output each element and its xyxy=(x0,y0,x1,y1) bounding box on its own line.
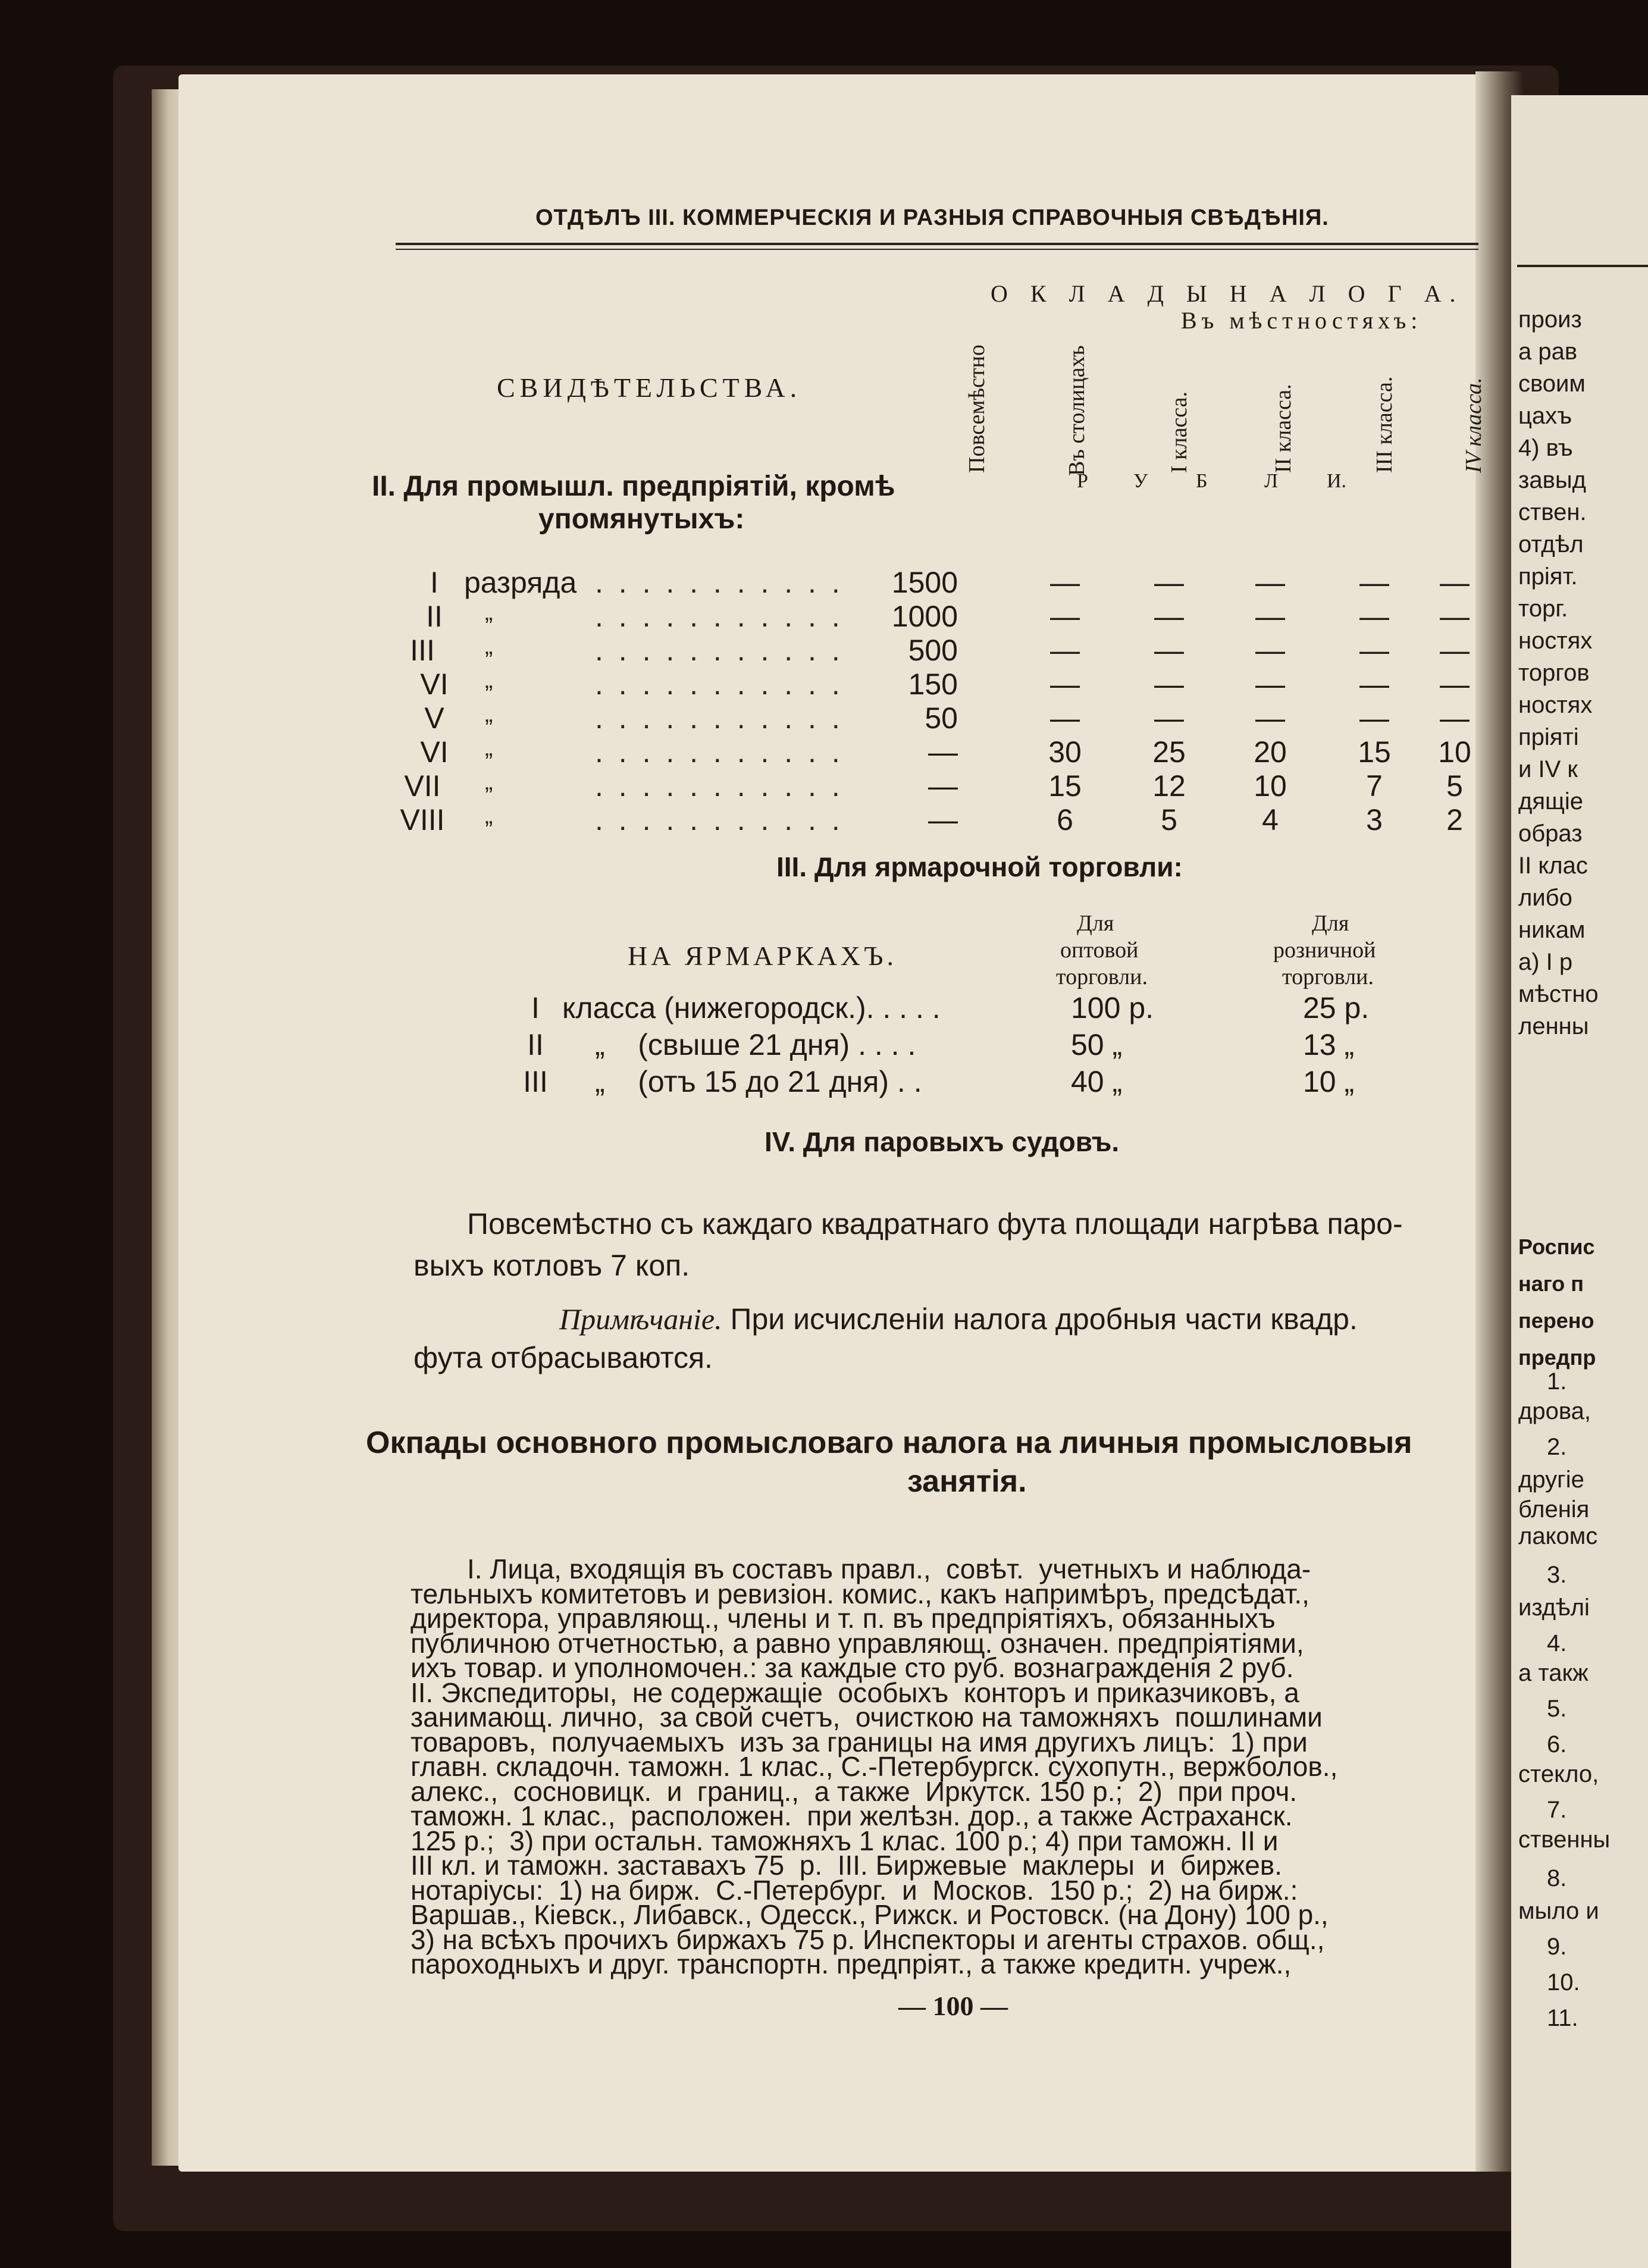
right-page-line: ленны xyxy=(1518,1013,1589,1039)
table-cell: 12 xyxy=(1152,769,1186,803)
paragraph-line: пароходныхъ и друг. транспортн. предпріят., а также кредитн. учреж., xyxy=(411,1949,1292,1979)
table-cell: — xyxy=(1255,668,1285,701)
unit-letter-i: И. xyxy=(1327,470,1347,492)
paragraph-line: публичною отчетностью, а равно управляющ. означен. предпріятіями, xyxy=(411,1627,1304,1659)
table-cell: — xyxy=(1255,566,1285,599)
right-page-list-line: а такж xyxy=(1518,1660,1589,1686)
table-cell: 10 xyxy=(1438,735,1471,769)
leader-dots: . . . . . . . . . . . xyxy=(595,566,844,599)
right-page-line: завыд xyxy=(1518,467,1586,493)
table-cell: 7 xyxy=(1366,769,1383,803)
leader-dots: . . . . . . . . . . . xyxy=(595,769,844,803)
retail-h1: Для xyxy=(1312,911,1349,936)
note-label: Примѣчаніе. xyxy=(559,1302,722,1336)
right-page-list-line: бленія xyxy=(1518,1496,1590,1523)
right-page-list-line: 5. xyxy=(1547,1696,1567,1722)
paragraph-line: I. Лица, входящія въ составъ правл., совѣт. учетныхъ и наблюда- xyxy=(467,1553,1311,1584)
wholesale-h1: Для xyxy=(1077,911,1114,936)
row-word: „ xyxy=(485,735,493,761)
leader-dots: . . . . . . . . . . . xyxy=(595,668,844,701)
table-cell: — xyxy=(1359,668,1389,701)
fair-row-numeral: II xyxy=(527,1028,544,1061)
right-page-list-line: 6. xyxy=(1547,1731,1567,1758)
table-cell: — xyxy=(1255,634,1285,667)
table-cell: — xyxy=(928,769,958,803)
right-header-rule xyxy=(1517,265,1648,267)
leader-dots: . . . . . . . . . . . xyxy=(595,600,844,633)
table-cell: 500 xyxy=(908,634,958,667)
right-page-line: произ xyxy=(1518,306,1582,333)
right-page-list-line: 10. xyxy=(1547,1969,1580,1996)
table-cell: — xyxy=(1359,566,1389,599)
table-cell: 10 xyxy=(1254,769,1287,803)
col-header-class4-text: IV класса. xyxy=(1461,377,1486,473)
header-rule-bottom xyxy=(396,249,1478,250)
leader-dots: . . . . . . . . . . . xyxy=(595,803,844,837)
col-header-class3: III класса. xyxy=(1372,376,1397,473)
fair-row-numeral: I xyxy=(531,991,540,1025)
table-cell: — xyxy=(1050,668,1080,701)
industrial-subtitle-2: упомянутыхъ: xyxy=(538,503,745,535)
right-page-list-line: 2. xyxy=(1547,1434,1567,1460)
table-cell: 150 xyxy=(908,668,958,701)
table-cell: — xyxy=(1050,701,1080,735)
personal-tax-title-1: Окпады основного промысловаго налога на личныя промысловыя xyxy=(366,1426,1412,1460)
row-word: „ xyxy=(485,769,493,795)
wholesale-h3: торговли. xyxy=(1056,964,1148,989)
okladi-heading: О К Л А Д Ы Н А Л О Г А. xyxy=(991,280,1464,307)
note-line1 xyxy=(559,1300,1358,1338)
fairs-label: НА ЯРМАРКАХЪ. xyxy=(628,941,898,971)
table-cell: 1500 xyxy=(891,566,958,599)
table-cell: — xyxy=(1050,566,1080,599)
right-page-line: ностях xyxy=(1518,692,1593,718)
leader-dots: . . . . . . . . . . . xyxy=(595,701,844,735)
table-cell: 1000 xyxy=(891,600,958,633)
table-cell: — xyxy=(928,735,958,769)
right-page-line: ствен. xyxy=(1518,499,1587,525)
right-page-line: ностях xyxy=(1518,628,1593,654)
table-cell: — xyxy=(1440,600,1470,633)
table-cell: 20 xyxy=(1254,735,1287,769)
fair-row-text: „ (отъ 15 до 21 дня) . . xyxy=(595,1065,922,1098)
right-page-line: и IV к xyxy=(1518,756,1578,782)
table-cell: 4 xyxy=(1262,803,1279,837)
right-page-list-line: 8. xyxy=(1547,1865,1567,1891)
leader-dots: . . . . . . . . . . . xyxy=(595,634,844,667)
fair-row-numeral: III xyxy=(523,1065,548,1098)
table-cell: 25 xyxy=(1152,735,1186,769)
running-header: ОТДѢЛЪ III. КОММЕРЧЕСКІЯ И РАЗНЫЯ СПРАВОЧНЫЯ СВѢДѢНІЯ. xyxy=(535,205,1329,230)
table-cell: 3 xyxy=(1366,803,1383,837)
row-word: разряда xyxy=(464,566,577,599)
fair-wholesale-value: 40 „ xyxy=(1071,1065,1123,1098)
right-page-line: а) I р xyxy=(1518,949,1573,975)
paragraph-line: ихъ товар. и уполномочен.: за каждые сто руб. вознагражденія 2 руб. xyxy=(411,1652,1294,1683)
paragraph-line: III кл. и таможн. заставахъ 75 р. III. Биржевые маклеры и биржев. xyxy=(411,1850,1282,1881)
unit-letter-b: Б xyxy=(1196,470,1208,492)
fair-retail-value: 25 р. xyxy=(1303,991,1370,1025)
right-page-line: мѣстно xyxy=(1518,981,1599,1007)
paragraph-line: товаровъ, получаемыхъ изъ за границы на имя другихъ лицъ: 1) при xyxy=(411,1726,1308,1758)
col-header-everywhere: Повсемѣстно xyxy=(964,344,989,473)
fair-wholesale-value: 50 „ xyxy=(1071,1028,1123,1061)
table-cell: — xyxy=(1154,634,1184,667)
col-header-class1: I класса. xyxy=(1167,391,1192,473)
right-page-line: никам xyxy=(1518,917,1586,943)
table-cell: 6 xyxy=(1057,803,1073,837)
right-page-line: а рав xyxy=(1518,339,1578,365)
right-page-line: своим xyxy=(1518,371,1586,397)
paragraph-line: директора, управляющ., члены и т. п. въ предпріятіяхъ, обязанныхъ xyxy=(411,1603,1276,1634)
right-page-list-line: 11. xyxy=(1547,2005,1578,2031)
col-header-class4 xyxy=(1461,345,1487,473)
table-cell: — xyxy=(1440,566,1470,599)
steamships-title: IV. Для паровыхъ судовъ. xyxy=(765,1126,1120,1157)
personal-tax-title-2: занятія. xyxy=(907,1464,1027,1499)
col-header-capitals: Въ столицахъ xyxy=(1064,345,1089,476)
steamships-line1: Повсемѣстно съ каждаго квадратнаго фута площади нагрѣва паро- xyxy=(467,1207,1403,1240)
unit-letter-u: У xyxy=(1133,470,1148,492)
right-page-line: торгов xyxy=(1518,660,1590,686)
table-cell: — xyxy=(1255,701,1285,735)
right-page-line: пріят. xyxy=(1518,563,1578,590)
right-page-list-line: стекло, xyxy=(1518,1761,1599,1787)
certificates-title: СВИДѢТЕЛЬСТВА. xyxy=(497,372,802,403)
table-cell: 30 xyxy=(1048,735,1082,769)
right-page-line: либо xyxy=(1518,885,1572,911)
fair-retail-value: 13 „ xyxy=(1303,1028,1355,1061)
col-header-class2: II класса. xyxy=(1271,384,1296,473)
fair-trade-title: III. Для ярмарочной торговли: xyxy=(776,851,1183,882)
table-cell: — xyxy=(1359,600,1389,633)
table-cell: 5 xyxy=(1446,769,1463,803)
unit-letter-r: Р xyxy=(1077,470,1088,492)
paragraph-line: тельныхъ комитетовъ и ревизіон. комис., какъ напримѣръ, предсѣдат., xyxy=(411,1578,1309,1609)
right-page-list-line: лакомс xyxy=(1518,1523,1598,1549)
paragraph-line: 3) на всѣхъ прочихъ биржахъ 75 р. Инспекторы и агенты страхов. общ., xyxy=(411,1924,1325,1955)
paragraph-line: Варшав., Кіевск., Либавск., Одесск., Рижск. и Ростовск. (на Дону) 100 р., xyxy=(411,1899,1329,1930)
row-numeral: V xyxy=(424,701,444,735)
right-page-list-line: 4. xyxy=(1547,1630,1567,1656)
paragraph-line: главн. складочн. таможн. 1 клас., С.-Петербургск. сухопутн., вержболов., xyxy=(411,1751,1338,1782)
row-numeral: VII xyxy=(404,769,441,803)
row-word: „ xyxy=(485,701,493,727)
paragraph-line: алекс., сосновицк. и границ., а также Иркутск. 150 р.; 2) при проч. xyxy=(411,1775,1298,1807)
right-page-list-line: 7. xyxy=(1547,1797,1567,1823)
fair-row-text: „ (свыше 21 дня) . . . . xyxy=(595,1028,916,1061)
right-page-bold-line: перено xyxy=(1518,1308,1594,1333)
right-page-list-line: другіе xyxy=(1518,1467,1584,1493)
table-cell: — xyxy=(928,803,958,837)
paragraph-line: II. Экспедиторы, не содержащіе особыхъ конторъ и приказчиковъ, а xyxy=(411,1677,1299,1708)
row-numeral: VI xyxy=(420,735,449,769)
table-cell: — xyxy=(1154,600,1184,633)
row-word: „ xyxy=(485,599,493,625)
paragraph-line: таможн. 1 клас., расположен. при желѣзн. дор., а также Астраханск. xyxy=(411,1800,1293,1831)
table-cell: — xyxy=(1154,701,1184,735)
row-word: „ xyxy=(485,803,493,829)
table-cell: — xyxy=(1359,701,1389,735)
right-page-line: II клас xyxy=(1518,853,1588,879)
table-cell: — xyxy=(1050,600,1080,633)
right-page-list-line: 1. xyxy=(1547,1368,1567,1395)
right-page-line: цахъ xyxy=(1518,403,1572,429)
unit-letter-l: Л xyxy=(1264,470,1279,492)
row-word: „ xyxy=(485,633,493,659)
fair-wholesale-value: 100 р. xyxy=(1071,991,1154,1025)
right-page-bold-line: наго п xyxy=(1518,1271,1584,1296)
mestnosti-heading: Въ мѣстностяхъ: xyxy=(1181,307,1423,334)
table-cell: 5 xyxy=(1161,803,1177,837)
steamships-line2: выхъ котловъ 7 коп. xyxy=(413,1249,690,1282)
note-line2: фута отбрасываются. xyxy=(413,1341,713,1374)
row-numeral: VI xyxy=(420,668,449,701)
table-cell: — xyxy=(1154,668,1184,701)
right-page-list-line: издѣлі xyxy=(1518,1595,1590,1621)
row-numeral: III xyxy=(410,634,435,667)
industrial-subtitle-1: II. Для промышл. предпріятій, кромѣ xyxy=(372,471,895,502)
paragraph-line: нотаріусы: 1) на бирж. С.-Петербург. и Москов. 150 р.; 2) на бирж.: xyxy=(411,1874,1298,1906)
right-page-line: торг. xyxy=(1518,596,1568,622)
table-cell: — xyxy=(1440,634,1470,667)
row-word: „ xyxy=(485,667,493,693)
right-page-line: отдѣл xyxy=(1518,531,1584,557)
right-page-bold-line: предпр xyxy=(1518,1345,1596,1370)
paragraph-line: занимающ. лично, за свой счетъ, очисткою на таможняхъ пошлинами xyxy=(411,1702,1323,1733)
table-cell: — xyxy=(1359,634,1389,667)
right-page-list-line: дрова, xyxy=(1518,1398,1591,1424)
right-page-list-line: ственны xyxy=(1518,1827,1611,1853)
table-cell: — xyxy=(1440,701,1470,735)
fair-row-text: класса (нижегородск.). . . . . xyxy=(562,991,941,1025)
row-numeral: VIII xyxy=(400,803,445,837)
table-cell: — xyxy=(1255,600,1285,633)
table-cell: — xyxy=(1050,634,1080,667)
fair-retail-value: 10 „ xyxy=(1303,1065,1355,1098)
right-page-line: образ xyxy=(1518,820,1583,847)
note-text: При исчисленіи налога дробныя части квадр. xyxy=(730,1302,1358,1336)
wholesale-h2: оптовой xyxy=(1060,938,1139,963)
page-number: — 100 — xyxy=(898,1991,1008,2021)
leader-dots: . . . . . . . . . . . xyxy=(595,735,844,769)
right-page-line: дящіе xyxy=(1518,788,1584,815)
table-cell: — xyxy=(1154,566,1184,599)
table-cell: — xyxy=(1440,668,1470,701)
table-cell: 15 xyxy=(1048,769,1082,803)
table-cell: 50 xyxy=(925,701,958,735)
retail-h3: торговли. xyxy=(1282,964,1374,989)
row-numeral: II xyxy=(426,600,443,633)
right-page xyxy=(1511,95,1648,2268)
paragraph-line: 125 р.; 3) при остальн. таможняхъ 1 клас. 100 р.; 4) при таможн. II и xyxy=(411,1825,1279,1856)
right-page-list-line: мыло и xyxy=(1518,1898,1599,1924)
row-numeral: I xyxy=(430,566,438,599)
right-page-line: 4) въ xyxy=(1518,435,1573,461)
right-page-line: пріяті xyxy=(1518,724,1579,750)
table-cell: 2 xyxy=(1446,803,1463,837)
header-rule-top xyxy=(396,243,1478,245)
right-page-list-line: 3. xyxy=(1547,1562,1567,1588)
table-cell: 15 xyxy=(1358,735,1391,769)
right-page-list-line: 9. xyxy=(1547,1934,1567,1960)
retail-h2: розничной xyxy=(1273,938,1376,963)
right-page-bold-line: Роспис xyxy=(1518,1235,1595,1259)
